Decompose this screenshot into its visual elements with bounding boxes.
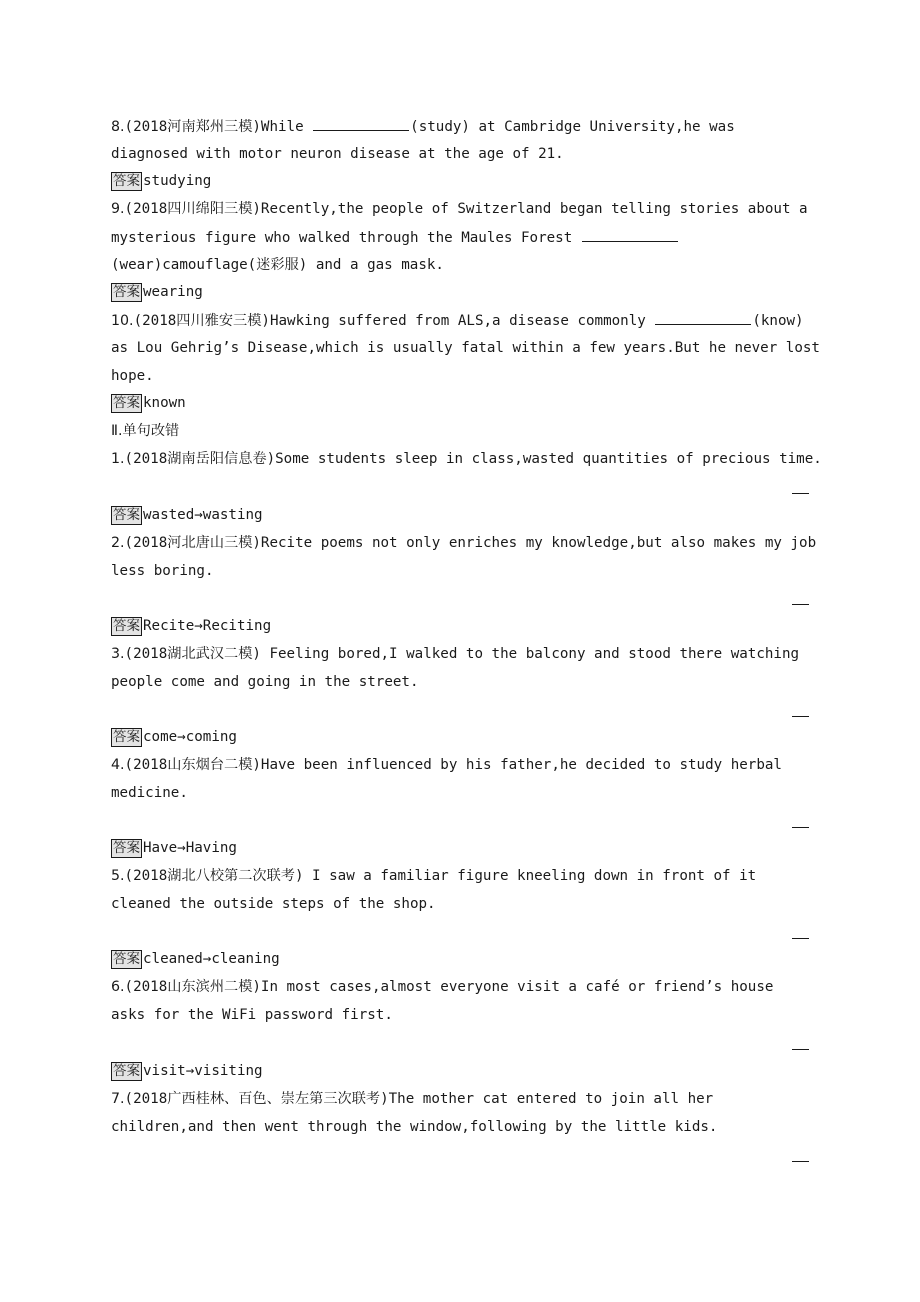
question-text: (2018河北唐山三模)Recite poems not only enriches my knowledge,but also makes my job [124,535,817,551]
answer-line-dash [792,938,809,939]
answer-blank [582,227,678,242]
answer-text: cleaned→cleaning [143,951,280,967]
answer-badge: 答案 [113,283,140,300]
answer-blank [313,116,409,131]
answer-text: Have→Having [143,840,237,856]
answer-badge: 答案 [113,506,140,523]
correction-2-line-2: less boring. [111,563,214,579]
answer-row-10 [111,393,186,413]
question-8-line-2: diagnosed with motor neuron disease at the age of 21. [111,146,564,162]
answer-blank [655,310,751,325]
correction-3-line-2: people come and going in the street. [111,674,419,690]
answer-text: wasted→wasting [143,507,263,523]
question-text: (know) [752,313,804,329]
question-text: (2018四川绵阳三模)Recently,the people of Switzerland began telling stories about a [124,201,808,217]
correction-1-line-1 [111,449,822,469]
question-number: 5. [111,868,125,884]
question-number: 1. [111,451,125,467]
answer-badge: 答案 [113,617,140,634]
correction-4-line-2: medicine. [111,785,188,801]
correction-6-line-2: asks for the WiFi password first. [111,1007,393,1023]
correction-5-line-2: cleaned the outside steps of the shop. [111,896,436,912]
correction-2-line-1 [111,533,816,553]
answer-row-c1 [111,505,263,525]
question-8-line-1 [111,116,735,136]
answer-line-dash [792,716,809,717]
answer-text: visit→visiting [143,1063,263,1079]
answer-row-c2 [111,616,271,636]
correction-4-line-1 [111,755,782,775]
question-text: (2018河南郑州三模)While [124,119,313,135]
answer-badge: 答案 [113,728,140,745]
answer-row-c5 [111,949,280,969]
correction-3-line-1 [111,644,799,664]
question-number: 7. [111,1091,125,1107]
answer-badge: 答案 [113,172,140,189]
answer-badge: 答案 [113,1062,140,1079]
question-text: (2018四川雅安三模)Hawking suffered from ALS,a disease commonly [133,313,655,329]
answer-row-9 [111,282,203,302]
question-9-line-3: (wear)camouflage(迷彩服) and a gas mask. [111,257,444,273]
correction-6-line-1 [111,977,773,997]
question-number: 10. [111,313,134,329]
question-text: (2018山东烟台二模)Have been influenced by his father,he decided to study herbal [124,757,782,773]
question-number: 6. [111,979,125,995]
question-number: 2. [111,535,125,551]
correction-5-line-1 [111,866,756,886]
correction-7-line-2: children,and then went through the window,following by the little kids. [111,1119,718,1135]
section-heading: Ⅱ.单句改错 [111,423,180,439]
answer-row-c4 [111,838,237,858]
question-10-line-3: hope. [111,368,154,384]
question-number: 9. [111,201,125,217]
answer-badge: 答案 [113,394,140,411]
answer-text: wearing [143,284,203,300]
question-10-line-2: as Lou Gehrig’s Disease,which is usually fatal within a few years.But he never lost [111,340,820,356]
question-text: mysterious figure who walked through the Maules Forest [111,230,581,246]
answer-line-dash [792,1161,809,1162]
question-text: (2018山东滨州二模)In most cases,almost everyone visit a café or friend’s house [124,979,774,995]
question-text: (2018湖南岳阳信息卷)Some students sleep in class,wasted quantities of precious time. [124,451,822,467]
answer-text: Recite→Reciting [143,618,272,634]
question-9-line-2 [111,227,679,247]
answer-badge: 答案 [113,839,140,856]
answer-row-c3 [111,727,237,747]
question-number: 4. [111,757,125,773]
answer-line-dash [792,604,809,605]
question-number: 3. [111,646,125,662]
question-text: (2018湖北武汉二模) Feeling bored,I walked to the balcony and stood there watching [124,646,800,662]
answer-text: known [143,395,186,411]
question-text: (study) at Cambridge University,he was [410,119,735,135]
question-number: 8. [111,119,125,135]
question-text: (2018湖北八校第二次联考) I saw a familiar figure kneeling down in front of it [124,868,757,884]
answer-text: studying [143,173,212,189]
correction-7-line-1 [111,1089,713,1109]
question-10-line-1 [111,310,804,330]
answer-row-8 [111,171,211,191]
answer-line-dash [792,827,809,828]
question-text: (2018广西桂林、百色、崇左第三次联考)The mother cat entered to join all her [124,1091,714,1107]
question-9-line-1 [111,199,808,219]
answer-line-dash [792,493,809,494]
answer-text: come→coming [143,729,237,745]
answer-badge: 答案 [113,950,140,967]
answer-line-dash [792,1049,809,1050]
answer-row-c6 [111,1061,263,1081]
